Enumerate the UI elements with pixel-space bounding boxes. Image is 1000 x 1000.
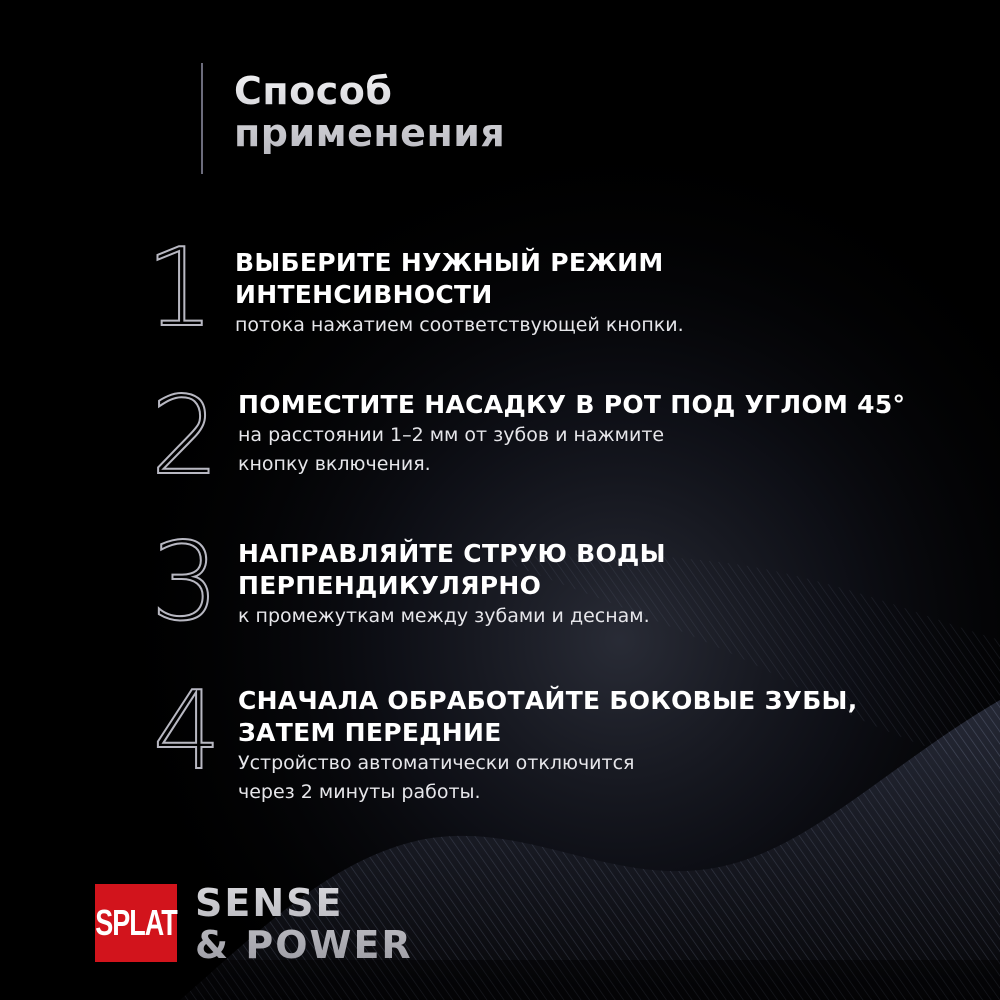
step-2 [238,389,905,479]
step-text: Устройство автоматически отключится [238,752,635,774]
step-3 [238,538,666,631]
title-line-2: применения [234,111,506,155]
step-heading: ВЫБЕРИТЕ НУЖНЫЙ РЕЖИМ [235,248,664,277]
title-accent-bar [201,63,203,174]
step-text: потока нажатием соответствующей кнопки. [235,314,684,336]
step-number-3 [150,520,220,645]
brand-line-1: SENSE [195,881,344,925]
step-heading: СНАЧАЛА ОБРАБОТАЙТЕ БОКОВЫЕ ЗУБЫ, [238,686,858,715]
title-line-1: Способ [234,69,393,113]
step-1 [235,247,684,340]
step-number-1 [145,226,215,351]
step-heading: ПОМЕСТИТЕ НАСАДКУ В РОТ ПОД УГЛОМ 45° [238,390,906,419]
svg-text:1: 1 [145,226,215,351]
step-text: кнопку включения. [238,453,431,475]
step-heading: НАПРАВЛЯЙТЕ СТРУЮ ВОДЫ [238,539,666,568]
svg-text:3: 3 [150,520,220,645]
step-heading: ЗАТЕМ ПЕРЕДНИЕ [238,718,502,747]
svg-text:4: 4 [152,669,222,794]
step-number-2 [150,374,220,499]
brand-line-2: & POWER [195,923,413,967]
step-text: к промежуткам между зубами и деснам. [238,605,650,627]
page-title [234,70,505,154]
step-number-4 [150,669,225,794]
step-text: на расстоянии 1–2 мм от зубов и нажмите [238,424,665,446]
step-text: через 2 минуты работы. [238,781,481,803]
brand-name [195,882,413,966]
logo-text: SPLAT [95,902,177,943]
step-4 [238,685,858,807]
step-heading: ПЕРПЕНДИКУЛЯРНО [238,571,542,600]
splat-logo [95,884,177,962]
step-heading: ИНТЕНСИВНОСТИ [235,280,493,309]
svg-text:2: 2 [150,374,220,499]
